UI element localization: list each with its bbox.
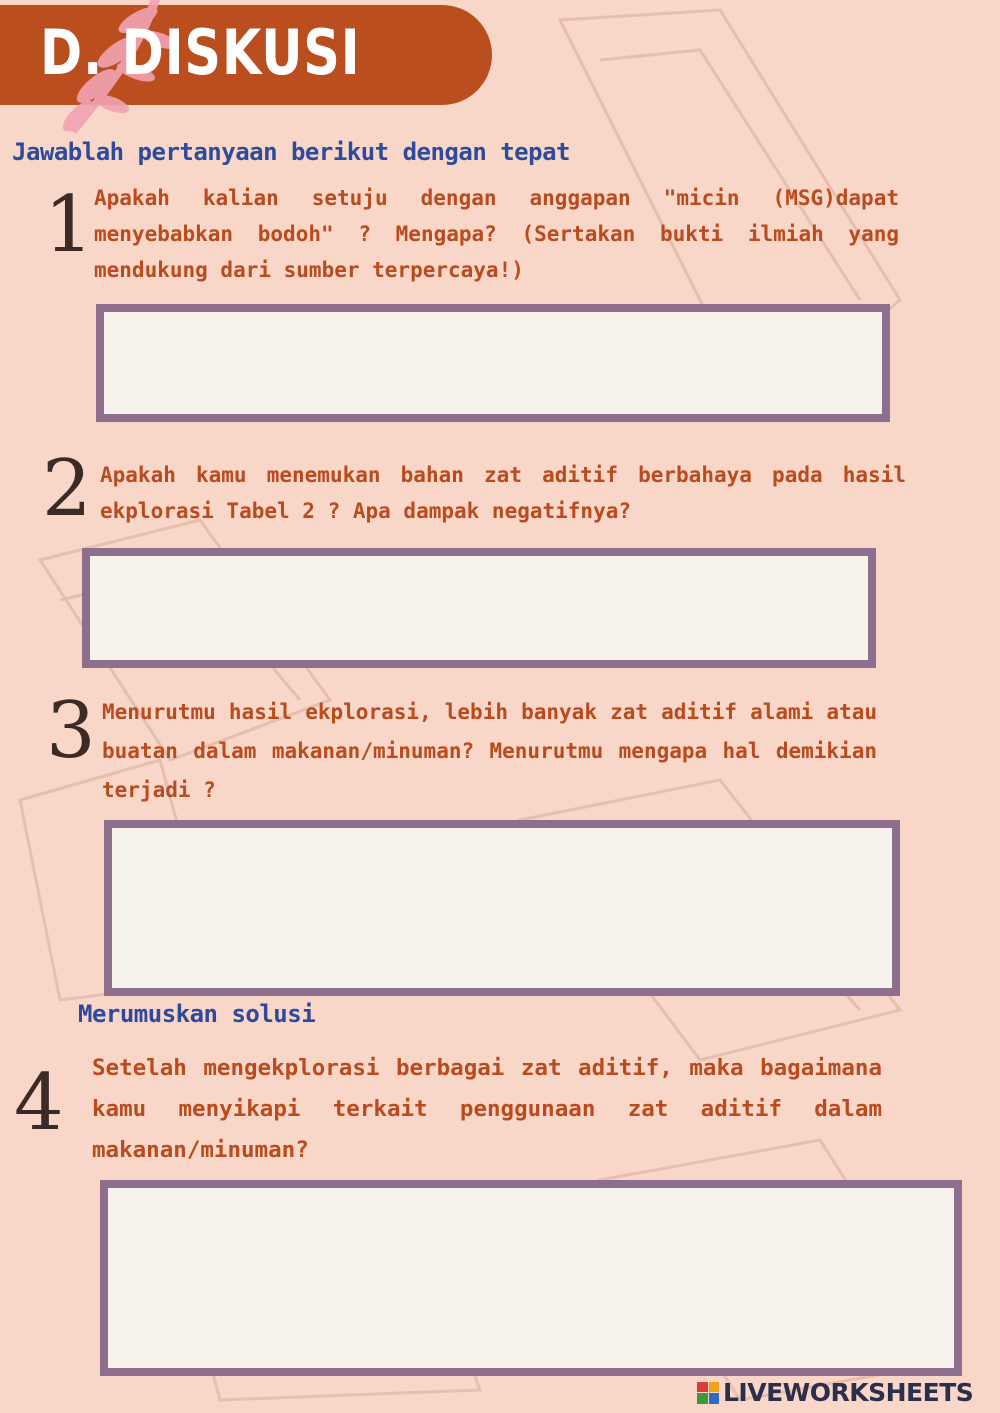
question-number-2: 2 (42, 444, 92, 534)
answer-box-4[interactable] (100, 1180, 962, 1376)
answer-box-1[interactable] (96, 304, 890, 422)
liveworksheets-logo-icon (697, 1382, 719, 1404)
question-number-3: 3 (46, 686, 96, 776)
page-title: D. DISKUSI (40, 16, 361, 89)
question-number-1: 1 (44, 180, 94, 270)
question-number-4: 4 (14, 1058, 64, 1148)
question-text-1: Apakah kalian setuju dengan anggapan "micin (MSG)dapat menyebabkan bodoh" ? Mengapa? (Sertakan bukti ilmiah yang mendukung dari sumber terpercaya!) (94, 186, 899, 282)
watermark-text: LIVEWORKSHEETS (723, 1378, 974, 1407)
question-text-2: Apakah kamu menemukan bahan zat aditif berbahaya pada hasil ekplorasi Tabel 2 ? Apa dampak negatifnya? (100, 463, 906, 523)
answer-box-2[interactable] (82, 548, 876, 668)
liveworksheets-watermark (697, 1378, 973, 1407)
question-text-3: Menurutmu hasil ekplorasi, lebih banyak zat aditif alami atau buatan dalam makanan/minuman? Menurutmu mengapa hal demikian terjadi ? (102, 700, 877, 802)
question-text-4: Setelah mengekplorasi berbagai zat aditif, maka bagaimana kamu menyikapi terkait penggunaan zat aditif dalam makanan/minuman? (92, 1055, 882, 1163)
section-label: Merumuskan solusi (78, 1000, 316, 1028)
instruction-text: Jawablah pertanyaan berikut dengan tepat (12, 138, 570, 166)
answer-box-3[interactable] (104, 820, 900, 996)
